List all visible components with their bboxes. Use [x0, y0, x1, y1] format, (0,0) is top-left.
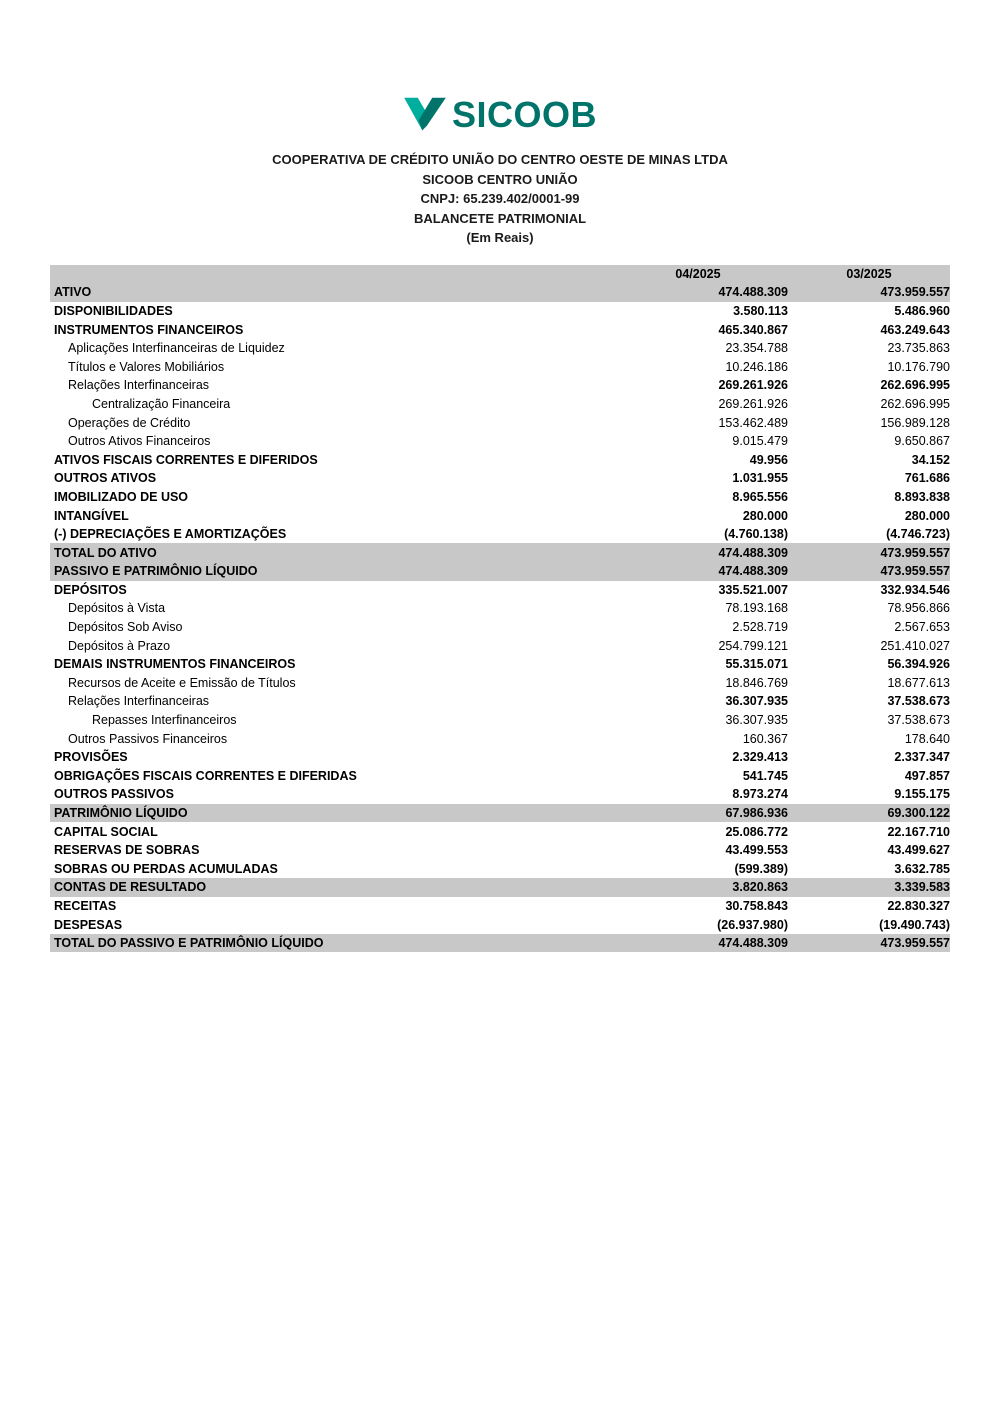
table-row — [50, 562, 950, 581]
row-value-period-1: (599.389) — [734, 861, 788, 876]
row-value-period-2: 9.650.867 — [894, 434, 950, 449]
table-row — [50, 692, 950, 711]
row-value-period-1: (4.760.138) — [724, 527, 788, 542]
row-value-period-2: 37.538.673 — [887, 694, 950, 709]
sicoob-logo-icon — [403, 96, 447, 134]
row-label: Depósitos à Vista — [68, 601, 166, 616]
row-label: RESERVAS DE SOBRAS — [54, 843, 200, 858]
table-row — [50, 581, 950, 600]
row-value-period-2: 280.000 — [904, 508, 950, 523]
table-row — [50, 283, 950, 302]
row-value-period-2: 761.686 — [904, 471, 950, 486]
logo-right-arm — [419, 98, 446, 131]
row-value-period-1: 67.986.936 — [608, 804, 788, 823]
row-label: Relações Interfinanceiras — [68, 694, 210, 709]
row-value-period-1: 474.488.309 — [608, 934, 788, 953]
row-label: Outros Ativos Financeiros — [68, 434, 211, 449]
row-value-period-2: 22.167.710 — [887, 824, 950, 839]
table-row — [50, 320, 950, 339]
row-value-period-1: 1.031.955 — [732, 471, 788, 486]
table-row — [50, 804, 950, 823]
table-row — [50, 469, 950, 488]
row-value-period-2: 9.155.175 — [894, 787, 950, 802]
row-value-period-1: 18.846.769 — [725, 675, 788, 690]
row-value-period-2: 23.735.863 — [887, 341, 950, 356]
row-value-period-1: 153.462.489 — [718, 415, 788, 430]
row-label: CONTAS DE RESULTADO — [50, 878, 608, 897]
row-value-period-1: 55.315.071 — [725, 657, 788, 672]
row-label: Depósitos à Prazo — [68, 638, 171, 653]
row-label: DEMAIS INSTRUMENTOS FINANCEIROS — [54, 657, 296, 672]
table-row — [50, 767, 950, 786]
row-value-period-2: 2.567.653 — [894, 620, 950, 635]
row-value-period-2: 34.152 — [911, 452, 950, 467]
table-row — [50, 395, 950, 414]
row-label: PATRIMÔNIO LÍQUIDO — [50, 804, 608, 823]
row-label: PASSIVO E PATRIMÔNIO LÍQUIDO — [50, 562, 608, 581]
row-value-period-1: 335.521.007 — [718, 582, 788, 597]
row-value-period-1: (26.937.980) — [717, 917, 788, 932]
row-label: Depósitos Sob Aviso — [68, 620, 183, 635]
table-row — [50, 674, 950, 693]
row-label: Outros Passivos Financeiros — [68, 731, 228, 746]
row-value-period-2: 22.830.327 — [887, 898, 950, 913]
company-name: COOPERATIVA DE CRÉDITO UNIÃO DO CENTRO OESTE DE MINAS LTDA — [272, 152, 728, 167]
row-value-period-1: 2.528.719 — [732, 620, 788, 635]
row-value-period-1: 269.261.926 — [718, 378, 788, 393]
row-label: PROVISÕES — [54, 750, 128, 765]
row-value-period-2: 3.339.583 — [788, 878, 950, 897]
row-label: RECEITAS — [54, 898, 117, 913]
table-row — [50, 841, 950, 860]
row-value-period-1: 541.745 — [742, 768, 788, 783]
document-header — [0, 150, 1000, 248]
row-value-period-1: 78.193.168 — [725, 601, 788, 616]
balance-sheet-table — [50, 265, 950, 953]
row-label: ATIVOS FISCAIS CORRENTES E DIFERIDOS — [54, 452, 318, 467]
row-value-period-1: 280.000 — [742, 508, 788, 523]
table-row — [50, 450, 950, 469]
row-value-period-2: 262.696.995 — [880, 396, 950, 411]
table-row — [50, 432, 950, 451]
row-value-period-1: 474.488.309 — [608, 283, 788, 302]
row-value-period-2: 56.394.926 — [887, 657, 950, 672]
table-row — [50, 488, 950, 507]
branch-name: SICOOB CENTRO UNIÃO — [422, 171, 578, 187]
sicoob-logo — [0, 0, 1000, 134]
row-value-period-2: 69.300.122 — [788, 804, 950, 823]
row-value-period-1: 8.973.274 — [732, 787, 788, 802]
row-label: Títulos e Valores Mobiliários — [68, 359, 225, 374]
row-value-period-1: 474.488.309 — [608, 543, 788, 562]
row-label: TOTAL DO PASSIVO E PATRIMÔNIO LÍQUIDO — [50, 934, 608, 953]
row-value-period-2: 18.677.613 — [887, 675, 950, 690]
table-row — [50, 339, 950, 358]
row-label: SOBRAS OU PERDAS ACUMULADAS — [54, 861, 278, 876]
table-row — [50, 934, 950, 953]
cnpj-line: CNPJ: 65.239.402/0001-99 — [420, 191, 580, 206]
row-label: Repasses Interfinanceiros — [92, 713, 237, 728]
row-value-period-2: 251.410.027 — [880, 638, 950, 653]
row-value-period-1: 30.758.843 — [725, 898, 788, 913]
row-value-period-2: (4.746.723) — [886, 527, 950, 542]
row-value-period-1: 254.799.121 — [718, 638, 788, 653]
row-value-period-2: 37.538.673 — [887, 713, 950, 728]
row-label: Recursos de Aceite e Emissão de Títulos — [68, 675, 296, 690]
row-value-period-2: 473.959.557 — [788, 562, 950, 581]
row-label: ATIVO — [50, 283, 608, 302]
table-row — [50, 729, 950, 748]
row-value-period-2: 3.632.785 — [894, 861, 950, 876]
row-value-period-2: (19.490.743) — [879, 917, 950, 932]
table-row — [50, 525, 950, 544]
row-value-period-2: 332.934.546 — [880, 582, 950, 597]
row-value-period-2: 473.959.557 — [788, 283, 950, 302]
row-value-period-1: 160.367 — [742, 731, 788, 746]
table-row — [50, 618, 950, 637]
row-value-period-1: 43.499.553 — [725, 843, 788, 858]
row-value-period-1: 2.329.413 — [732, 750, 788, 765]
column-header-period-2: 03/2025 — [788, 265, 950, 284]
row-value-period-1: 10.246.186 — [725, 359, 788, 374]
table-row — [50, 376, 950, 395]
row-value-period-1: 23.354.788 — [725, 341, 788, 356]
table-row — [50, 785, 950, 804]
row-value-period-1: 36.307.935 — [725, 694, 788, 709]
balance-table-body — [50, 265, 950, 953]
row-value-period-1: 3.580.113 — [733, 303, 788, 318]
table-row — [50, 599, 950, 618]
row-label: Operações de Crédito — [68, 415, 191, 430]
table-row — [50, 636, 950, 655]
row-label: DEPÓSITOS — [54, 582, 127, 597]
row-label: IMOBILIZADO DE USO — [54, 489, 189, 504]
table-row — [50, 711, 950, 730]
table-row — [50, 915, 950, 934]
row-label: INTANGÍVEL — [54, 508, 129, 523]
row-value-period-2: 8.893.838 — [894, 489, 950, 504]
column-header-row — [50, 265, 950, 284]
row-label: Aplicações Interfinanceiras de Liquidez — [68, 341, 285, 356]
table-row — [50, 655, 950, 674]
row-label: INSTRUMENTOS FINANCEIROS — [54, 322, 244, 337]
row-label: OUTROS PASSIVOS — [54, 787, 174, 802]
row-value-period-2: 497.857 — [904, 768, 950, 783]
row-value-period-1: 8.965.556 — [732, 489, 788, 504]
row-value-period-1: 25.086.772 — [725, 824, 788, 839]
sicoob-logo-text: SICOOB — [451, 94, 597, 135]
row-label: Centralização Financeira — [92, 396, 231, 411]
row-value-period-1: 474.488.309 — [608, 562, 788, 581]
table-row — [50, 413, 950, 432]
row-value-period-1: 9.015.479 — [732, 434, 788, 449]
row-value-period-2: 262.696.995 — [880, 378, 950, 393]
row-value-period-2: 473.959.557 — [788, 934, 950, 953]
table-row — [50, 543, 950, 562]
row-value-period-2: 5.486.960 — [894, 303, 950, 318]
table-row — [50, 897, 950, 916]
row-value-period-1: 269.261.926 — [718, 396, 788, 411]
table-row — [50, 506, 950, 525]
row-value-period-2: 10.176.790 — [887, 359, 950, 374]
row-value-period-2: 2.337.347 — [894, 750, 950, 765]
row-label: DISPONIBILIDADES — [54, 303, 173, 318]
column-header-empty — [50, 265, 608, 284]
row-value-period-2: 156.989.128 — [880, 415, 950, 430]
column-header-period-1: 04/2025 — [608, 265, 788, 284]
row-label: OBRIGAÇÕES FISCAIS CORRENTES E DIFERIDAS — [54, 768, 357, 783]
table-row — [50, 822, 950, 841]
row-value-period-1: 36.307.935 — [725, 713, 788, 728]
row-value-period-2: 178.640 — [904, 731, 950, 746]
row-label: CAPITAL SOCIAL — [54, 824, 158, 839]
row-value-period-1: 465.340.867 — [718, 322, 788, 337]
row-label: DESPESAS — [54, 917, 123, 932]
row-label: Relações Interfinanceiras — [68, 378, 210, 393]
row-value-period-2: 463.249.643 — [880, 322, 950, 337]
row-label: OUTROS ATIVOS — [54, 471, 157, 486]
table-row — [50, 302, 950, 321]
row-value-period-2: 43.499.627 — [887, 843, 950, 858]
row-value-period-2: 473.959.557 — [788, 543, 950, 562]
table-row — [50, 860, 950, 879]
row-label: TOTAL DO ATIVO — [50, 543, 608, 562]
table-row — [50, 878, 950, 897]
table-row — [50, 748, 950, 767]
row-value-period-2: 78.956.866 — [887, 601, 950, 616]
row-label: (-) DEPRECIAÇÕES E AMORTIZAÇÕES — [54, 527, 287, 542]
currency-note: (Em Reais) — [466, 230, 534, 245]
row-value-period-1: 49.956 — [749, 452, 788, 467]
report-title: BALANCETE PATRIMONIAL — [413, 210, 587, 226]
row-value-period-1: 3.820.863 — [608, 878, 788, 897]
table-row — [50, 357, 950, 376]
